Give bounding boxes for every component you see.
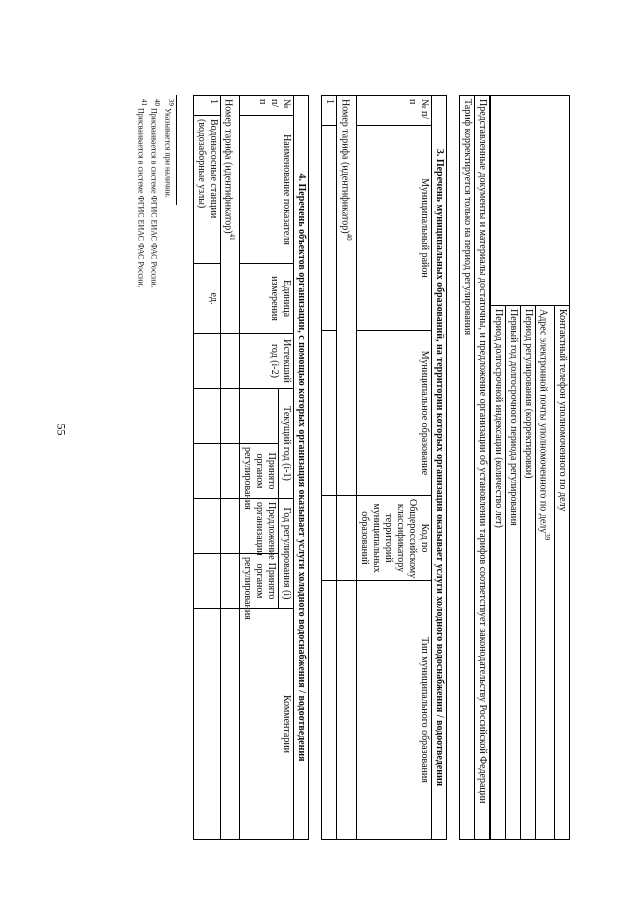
statement-text: Представленные документы и материалы достаточны, и предложение организации об установлении тарифов соответствует законодательству Российской Федерации bbox=[474, 96, 489, 840]
empty-cell bbox=[322, 126, 337, 331]
empty-cell bbox=[322, 331, 337, 496]
empty-cell bbox=[194, 554, 221, 609]
table-row bbox=[431, 96, 446, 840]
tariff-number-label: Номер тарифа (идентификатор)$^{41}$ bbox=[221, 96, 240, 334]
empty-cell bbox=[221, 444, 240, 499]
row-indicator-name: Водонасосные станции (водозаборные узлы) bbox=[194, 116, 221, 264]
col-num-header: № п/п bbox=[240, 96, 294, 116]
empty-cell bbox=[337, 581, 356, 840]
contacts-table bbox=[490, 95, 570, 840]
table-row bbox=[474, 96, 489, 840]
col-oktmo-header: Код по Общероссийскому классификатору территорий муниципальных образований bbox=[356, 496, 431, 581]
col-type-header: Тип муниципального образования bbox=[356, 581, 431, 840]
empty-cell bbox=[221, 389, 240, 444]
table-row bbox=[294, 96, 309, 840]
objects-table bbox=[193, 95, 309, 840]
footnote-41: $^{41}$ Присваивается в системе ФГИС ЕИАС ФАС России. bbox=[136, 99, 148, 288]
table-row bbox=[459, 96, 474, 840]
empty-cell bbox=[194, 389, 221, 444]
col-district-header: Муниципальный район bbox=[356, 126, 431, 331]
indexation-period-label: Период долгосрочной индексации (количество лет) bbox=[490, 306, 505, 840]
municipalities-table bbox=[321, 95, 446, 840]
col-municipality-header: Муниципальное образование bbox=[356, 331, 431, 496]
empty-cell bbox=[322, 581, 337, 840]
col-unit-header: Единица измерения bbox=[240, 264, 294, 334]
empty-cell bbox=[337, 496, 356, 581]
empty-cell bbox=[194, 334, 221, 389]
table-row bbox=[322, 96, 337, 840]
blank-cell bbox=[490, 96, 569, 306]
col-name-header: Наименование показателя bbox=[240, 116, 294, 264]
footnote-39: $^{39}$ Указывается при наличии. bbox=[163, 99, 176, 198]
first-year-label: Первый год долгосрочного периода регулирования bbox=[505, 306, 520, 840]
footnote-divider bbox=[176, 95, 177, 205]
table-row bbox=[221, 96, 240, 840]
table-row bbox=[356, 96, 431, 840]
row-unit: ед. bbox=[194, 264, 221, 334]
current-accepted-header: Принято органом регулирования bbox=[240, 444, 279, 499]
empty-cell bbox=[322, 496, 337, 581]
regulation-period-label: Период регулирования (корректировки) bbox=[520, 306, 535, 840]
col-comment-header: Комментарии bbox=[240, 609, 294, 840]
col-num-header: № п/п bbox=[356, 96, 431, 126]
contact-phone-label: Контактный телефон уполномоченного по делу bbox=[555, 306, 570, 840]
empty-cell bbox=[240, 389, 279, 444]
empty-cell bbox=[221, 554, 240, 609]
section4-title: 4. Перечень объектов организации, с помощью которых организация оказывает услуги холодного водоснабжения / водоотведения bbox=[294, 96, 309, 840]
reg-accepted-header: Принято органом регулирования bbox=[240, 554, 279, 609]
col-reg-year-header: Год регулирования (i) bbox=[279, 499, 294, 609]
row-number: 1 bbox=[194, 96, 221, 116]
col-past-year-header: Истекший год (i-2) bbox=[240, 334, 294, 389]
tariff-number-label: Номер тарифа (идентификатор)$^{40}$ bbox=[337, 96, 356, 496]
table-row bbox=[194, 96, 221, 840]
reg-proposal-header: Предложение организации bbox=[240, 499, 279, 554]
empty-cell bbox=[194, 444, 221, 499]
empty-cell bbox=[194, 609, 221, 840]
adjust-note: Тариф корректируется только на период регулирования bbox=[459, 96, 474, 840]
table-row bbox=[337, 96, 356, 840]
contact-email-label: Адрес электронной почты уполномоченного по делу$^{39}$ bbox=[535, 306, 554, 840]
table-row bbox=[279, 96, 294, 840]
row-number: 1 bbox=[322, 96, 337, 126]
empty-cell bbox=[194, 499, 221, 554]
table-row bbox=[555, 96, 570, 840]
statement-table bbox=[459, 95, 490, 840]
empty-cell bbox=[221, 334, 240, 389]
empty-cell bbox=[221, 499, 240, 554]
footnote-40: $^{40}$ Присваивается в системе ФГИС ЕИАС ФАС России. bbox=[149, 99, 162, 288]
section3-title: 3. Перечень муниципальных образований, на территории которых организация оказывает услуги холодного водоснабжения / водоотведения bbox=[431, 96, 446, 840]
col-current-year-header: Текущий год (i-1) bbox=[279, 389, 294, 499]
page-number: 55 bbox=[54, 423, 69, 436]
rotated-page-content bbox=[10, 95, 570, 840]
empty-cell bbox=[221, 609, 240, 840]
